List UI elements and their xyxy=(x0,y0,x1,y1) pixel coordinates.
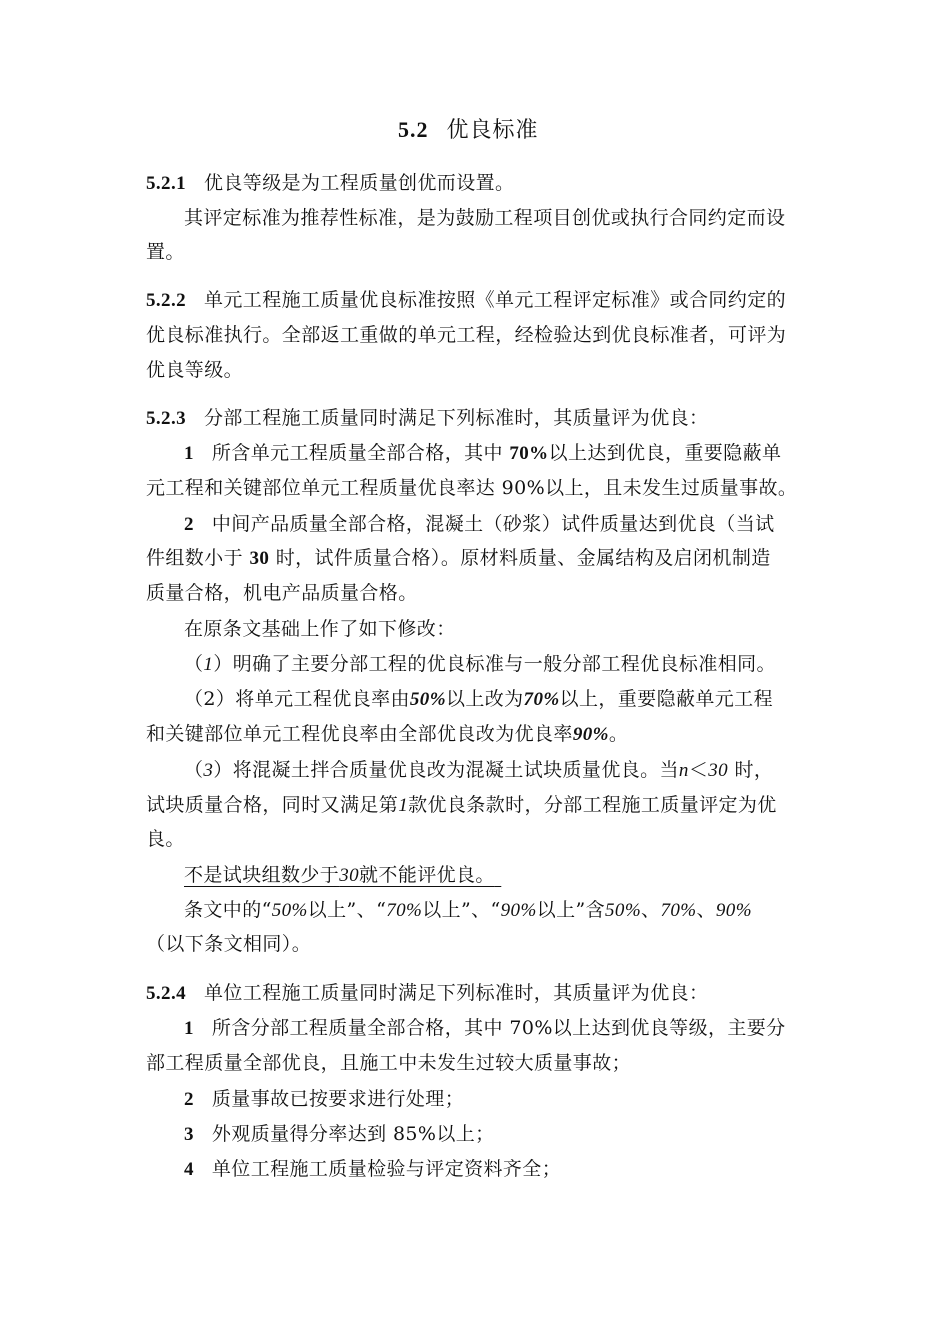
separator: 、 xyxy=(696,899,716,921)
item-number: 4 xyxy=(184,1159,194,1180)
count-value: 30 xyxy=(249,548,270,569)
section-title xyxy=(398,118,539,143)
clause-5-2-3 xyxy=(146,406,708,431)
clause-line xyxy=(146,323,786,347)
clause-number: 5.2.3 xyxy=(146,408,186,429)
explanation-text: 其评定标准为推荐性标准，是为鼓励工程项目创优或执行合同约定而设 xyxy=(184,207,786,229)
clause-text: 优良等级是为工程质量创优而设置。 xyxy=(204,172,515,194)
item-text: 质量合格，机电产品质量合格。 xyxy=(146,582,418,604)
item-text: 以上达到优良，重要隐蔽单 xyxy=(548,442,782,464)
note-item-line xyxy=(146,722,628,747)
remark-text: 就不能评优良。 xyxy=(359,864,495,886)
explanation-text: 置。 xyxy=(146,241,185,263)
section-title-text: 优良标准 xyxy=(446,118,539,143)
percent-value: 70% xyxy=(523,689,560,710)
count-value: 30 xyxy=(339,865,360,886)
explanation-line xyxy=(146,240,185,264)
list-item xyxy=(184,1016,786,1041)
note-number: 3 xyxy=(203,760,214,781)
note-item-1 xyxy=(184,652,776,677)
item-number: 3 xyxy=(184,1124,194,1145)
list-item xyxy=(184,512,775,537)
note-text: 以上改为 xyxy=(445,688,524,710)
percent-value: 90% xyxy=(572,724,609,745)
item-text: 单位工程施工质量检验与评定资料齐全； xyxy=(211,1158,562,1180)
list-item xyxy=(184,1157,561,1182)
list-item xyxy=(184,441,781,466)
note-number: （2） xyxy=(184,688,236,710)
item-text: 所含分部工程质量全部合格，其中 70%以上达到优良等级，主要分 xyxy=(211,1017,786,1039)
item-text: 质量事故已按要求进行处理； xyxy=(211,1088,465,1110)
item-text: 外观质量得分率达到 85%以上； xyxy=(211,1123,495,1145)
clause-number: 5.2.1 xyxy=(146,173,186,194)
clause-5-2-4 xyxy=(146,981,708,1006)
clause-text: 分部工程施工质量同时满足下列标准时，其质量评为优良： xyxy=(204,407,709,429)
remark-text: 不是试块组数少于 xyxy=(184,864,340,886)
percent-value: 90% xyxy=(715,900,752,921)
paren: （ xyxy=(184,653,204,675)
note-item-line xyxy=(146,793,777,818)
note-text: 将单元工程优良率由 xyxy=(235,688,410,710)
underlined-remark xyxy=(184,863,501,888)
note-text: 良。 xyxy=(146,828,185,850)
item-text: 件组数小于 xyxy=(146,547,244,569)
note-intro xyxy=(184,617,456,641)
clause-5-2-2 xyxy=(146,288,786,313)
percent-value: 50% xyxy=(271,900,308,921)
note-text: 时， xyxy=(734,759,774,781)
percent-value: 50% xyxy=(605,900,642,921)
note-item-2 xyxy=(184,687,773,712)
note-text: 试块质量合格，同时又满足第 xyxy=(146,794,399,816)
list-item-line xyxy=(146,546,771,571)
list-item xyxy=(184,1087,464,1112)
note-text: 。 xyxy=(608,723,629,745)
note-text: 以上”、“ xyxy=(422,899,501,921)
paren: ） xyxy=(213,759,233,781)
percent-value: 70% xyxy=(509,443,549,464)
note-text: 在原条文基础上作了如下修改： xyxy=(184,618,456,640)
list-item-line xyxy=(146,1051,631,1075)
percent-value: 70% xyxy=(660,900,697,921)
item-text: 元工程和关键部位单元工程质量优良率达 90%以上，且未发生过质量事故。 xyxy=(146,477,798,499)
less-than-sign: ＜ xyxy=(688,759,709,781)
item-text: 中间产品质量全部合格，混凝土（砂浆）试件质量达到优良（当试 xyxy=(211,513,775,535)
note-text: 款优良条款时，分部工程施工质量评定为优 xyxy=(408,794,777,816)
variable-n: n xyxy=(678,760,689,781)
note-text: 条文中的“ xyxy=(184,899,272,921)
clause-text: 单位工程施工质量同时满足下列标准时，其质量评为优良： xyxy=(204,982,709,1004)
list-item-line xyxy=(146,476,797,500)
list-item xyxy=(184,1122,495,1147)
separator: 、 xyxy=(641,899,661,921)
item-number: 1 xyxy=(184,443,194,464)
section-number: 5.2 xyxy=(398,117,429,142)
note-text: 以上”、“ xyxy=(307,899,387,921)
item-number: 1 xyxy=(184,1018,194,1039)
clause-number: 5.2.2 xyxy=(146,290,186,311)
note-item-line xyxy=(146,827,185,851)
note-item-3 xyxy=(184,758,773,783)
item-number: 2 xyxy=(184,514,194,535)
clause-line xyxy=(146,358,243,382)
note-text: 以上，重要隐蔽单元工程 xyxy=(559,688,773,710)
paren: ） xyxy=(213,653,233,675)
note-number: 1 xyxy=(203,654,214,675)
clause-text: 单元工程施工质量优良标准按照《单元工程评定标准》或合同约定的 xyxy=(204,289,787,311)
note-text: （以下条文相同）。 xyxy=(146,933,312,955)
percent-value: 90% xyxy=(500,900,537,921)
paren: （ xyxy=(184,759,204,781)
explanation-line xyxy=(184,206,785,230)
clause-ref-number: 1 xyxy=(398,795,409,816)
item-text: 部工程质量全部优良，且施工中未发生过较大质量事故； xyxy=(146,1052,632,1074)
item-text: 所含单元工程质量全部合格，其中 xyxy=(211,442,503,464)
clause-5-2-1 xyxy=(146,171,514,196)
note-text: 将混凝土拌合质量优良改为混凝土试块质量优良。当 xyxy=(232,759,679,781)
clause-text: 优良标准执行。全部返工重做的单元工程，经检验达到优良标准者，可评为 xyxy=(146,324,787,346)
percent-value: 70% xyxy=(386,900,423,921)
clause-number: 5.2.4 xyxy=(146,983,186,1004)
note-text: 和关键部位单元工程优良率由全部优良改为优良率 xyxy=(146,723,573,745)
note-clarification xyxy=(184,898,752,923)
note-text: 以上”含 xyxy=(536,899,606,921)
note-text: 明确了主要分部工程的优良标准与一般分部工程优良标准相同。 xyxy=(232,653,776,675)
percent-value: 50% xyxy=(409,689,446,710)
list-item-line xyxy=(146,581,418,605)
item-text: 时，试件质量合格）。原材料质量、金属结构及启闭机制造 xyxy=(275,547,771,569)
count-value: 30 xyxy=(708,760,729,781)
clause-text: 优良等级。 xyxy=(146,359,244,381)
item-number: 2 xyxy=(184,1089,194,1110)
note-clarification-line xyxy=(146,932,311,956)
